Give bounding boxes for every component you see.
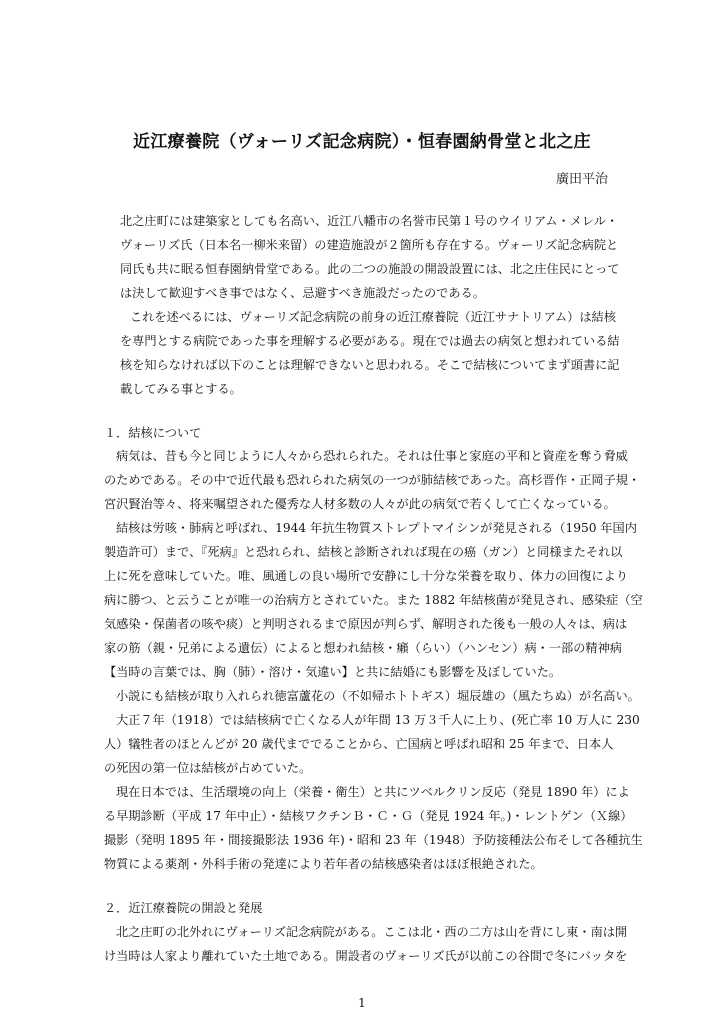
body-line: 上に死を意味していた。唯、風通しの良い場所で安静にし十分な栄養を取り、体力の回復により — [104, 569, 629, 583]
intro-line: ヴォーリズ氏（日本名一柳米来留）の建造施設が２箇所も存在する。ヴォーリズ記念病院と — [120, 238, 619, 252]
body-line: 気感染・保菌者の咳や痰）と判明されるまで原因が判らず、解明された後も一般の人々は、病は — [104, 617, 628, 631]
body-line: 物質による薬剤・外科手術の発達により若年者の結核感染者はほぼ根絶された。 — [104, 857, 543, 871]
body-line: 家の筋（親・兄弟による遺伝）によると想われ結核・癩（らい）（ハンセン）病・一部の精神病 — [104, 641, 622, 655]
body-line: のためである。その中で近代最も恐れられた病気の一つが肺結核であった。高杉晋作・正岡子規・ — [104, 473, 641, 487]
body-line: 病に勝つ、と云うことが唯一の治病方とされていた。また 1882 年結核菌が発見され、感染症（空 — [104, 593, 643, 607]
intro-line: これを述べるには、ヴォーリズ記念病院の前身の近江療養院（近江サナトリアム）は結核 — [130, 310, 616, 324]
intro-line: 核を知らなければ以下のことは理解できないと思われる。そこで結核についてまず頭書に記 — [120, 358, 620, 372]
page-title: 近江療養院（ヴォーリズ記念病院）・恒春園納骨堂と北之庄 — [133, 132, 591, 152]
body-line: 小説にも結核が取り入れられ徳富蘆花の（不如帰ホトトギス）堀辰雄の（風たちぬ）が名高い。 — [116, 689, 640, 703]
body-line: 現在日本では、生活環境の向上（栄養・衛生）と共にツベルクリン反応（発見 1890 年）によ — [116, 785, 630, 799]
body-line: 病気は、昔も今と同じように人々から恐れられた。それは仕事と家庭の平和と資産を奪う脅威 — [116, 449, 628, 463]
section-heading: ２．近江療養院の開設と発展 — [104, 901, 263, 915]
body-line: 宮沢賢治等々、将来嘱望された優秀な人材多数の人々が此の病気で若くして亡くなっている。 — [104, 497, 616, 511]
body-line: 北之庄町の北外れにヴォーリズ記念病院がある。ここは北・西の二方は山を背にし東・南は開 — [116, 925, 628, 939]
body-line: け当時は人家より離れていた土地である。開設者のヴォーリズ氏が以前この谷間で冬にバッタを — [104, 949, 628, 963]
intro-line: 載してみる事とする。 — [120, 382, 242, 396]
intro-line: 北之庄町には建築家としても名高い、近江八幡市の名誉市民第１号のウイリアム・メレル・ — [120, 214, 619, 228]
author-name: 廣田平治 — [555, 172, 608, 187]
body-line: 大正７年（1918）では結核病で亡くなる人が年間 13 万３千人に上り、(死亡率 10 万人に 230 — [116, 713, 640, 727]
intro-line: 同氏も共に眠る恒春園納骨堂である。此の二つの施設の開設設置には、北之庄住民にとって — [120, 262, 620, 276]
intro-line: を専門とする病院であった事を理解する必要がある。現在では過去の病気と想われている結 — [120, 334, 620, 348]
body-line: る早期診断（平成 17 年中止）・結核ワクチンＢ・Ｃ・Ｇ（発見 1924 年。)・レントゲン（Ｘ線） — [104, 809, 633, 823]
body-line: の死因の第一位は結核が占めていた。 — [104, 761, 312, 775]
section-heading: １．結核について — [104, 426, 202, 440]
body-line: 撮影（発明 1895 年・間接撮影法 1936 年)・昭和 23 年（1948）予防接種法公布そして各種抗生 — [104, 833, 643, 847]
page-number: 1 — [358, 996, 366, 1010]
body-line: 【当時の言葉では、胸（肺）・溶け・気違い】と共に結婚にも影響を及ぼしていた。 — [104, 665, 562, 679]
body-line: 人）犠牲者のほとんどが 20 歳代まででることから、亡国病と呼ばれ昭和 25 年まで、日本人 — [104, 737, 614, 751]
body-line: 結核は労咳・肺病と呼ばれ、1944 年抗生物質ストレプトマイシンが発見される（1950 年国内 — [116, 521, 637, 535]
body-line: 製造許可）まで、『死病』と恐れられ、結核と診断されれば現在の癌（ガン）と同様またそれ以 — [104, 545, 623, 559]
intro-line: は決して歓迎すべき事ではなく、忌避すべき施設だったのである。 — [120, 286, 485, 300]
